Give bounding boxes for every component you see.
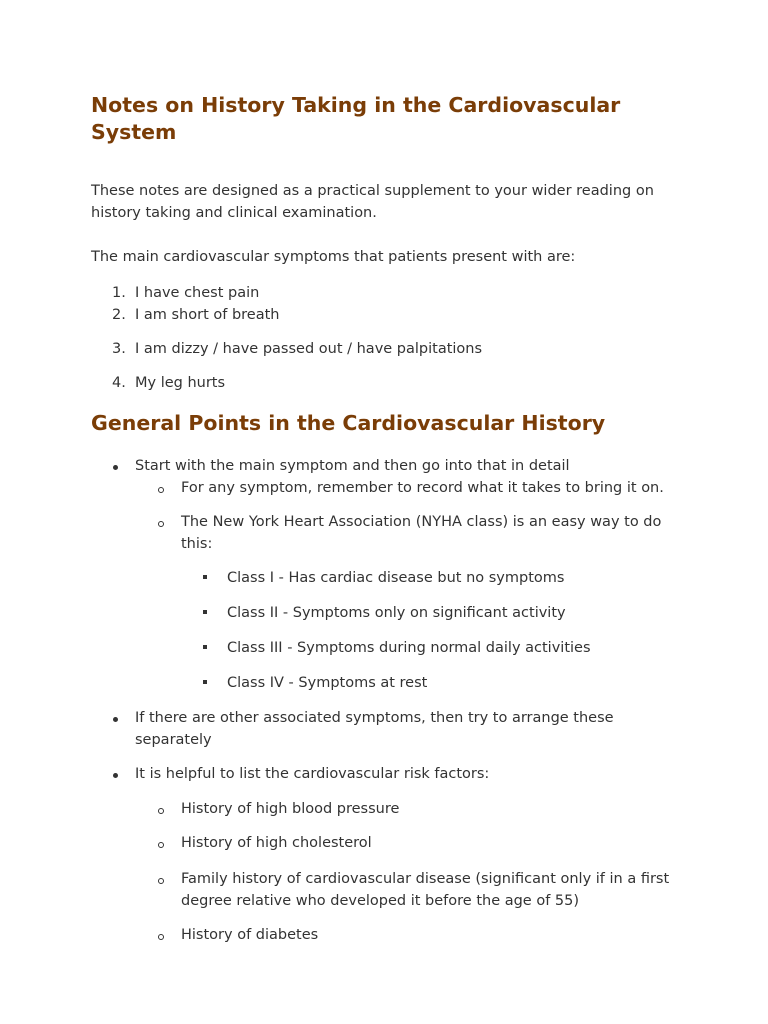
risk-factor-text: History of high blood pressure	[181, 801, 400, 817]
square-bullet-icon	[203, 575, 207, 579]
nyha-class-text: Class II - Symptoms only on significant activity	[227, 605, 566, 621]
circle-bullet-icon	[158, 934, 164, 940]
point-text: The New York Heart Association (NYHA class) is an easy way to do this:	[181, 514, 662, 552]
sub-list	[135, 477, 691, 694]
risk-factor-text: Family history of cardiovascular disease (significant only if in a first degree relative who developed it before the age of 55)	[181, 871, 670, 909]
list-item	[181, 672, 691, 694]
symptom-text: My leg hurts	[135, 375, 226, 391]
risk-factors-list	[135, 798, 691, 946]
list-item	[91, 707, 691, 751]
list-number: 1.	[112, 285, 126, 301]
nyha-class-list	[181, 567, 691, 694]
nyha-class-text: Class III - Symptoms during normal daily activities	[227, 640, 591, 656]
disc-bullet-icon	[113, 465, 118, 470]
list-item	[135, 511, 691, 694]
list-item	[135, 477, 691, 499]
list-item	[135, 798, 691, 820]
symptom-text: I have chest pain	[135, 285, 260, 301]
square-bullet-icon	[203, 680, 207, 684]
point-text: Start with the main symptom and then go into that in detail	[135, 458, 570, 474]
list-item	[181, 567, 691, 589]
symptom-item	[91, 338, 691, 360]
symptom-item	[91, 282, 691, 304]
symptoms-lead-paragraph: The main cardiovascular symptoms that patients present with are:	[91, 249, 576, 265]
circle-bullet-icon	[158, 487, 164, 493]
symptom-item	[91, 304, 691, 326]
symptom-text: I am short of breath	[135, 307, 280, 323]
symptoms-list	[91, 282, 691, 394]
circle-bullet-icon	[158, 878, 164, 884]
symptom-text: I am dizzy / have passed out / have palpitations	[135, 341, 483, 357]
general-points-list	[91, 455, 691, 946]
nyha-class-text: Class I - Has cardiac disease but no symptoms	[227, 570, 565, 586]
list-number: 2.	[112, 307, 126, 323]
point-text: For any symptom, remember to record what it takes to bring it on.	[181, 480, 664, 496]
page-title: Notes on History Taking in the Cardiovascular System	[91, 93, 621, 144]
symptom-item	[91, 372, 691, 394]
list-number: 4.	[112, 375, 126, 391]
nyha-class-text: Class IV - Symptoms at rest	[227, 675, 428, 691]
circle-bullet-icon	[158, 808, 164, 814]
list-item	[135, 924, 691, 946]
point-text: It is helpful to list the cardiovascular risk factors:	[135, 766, 490, 782]
disc-bullet-icon	[113, 773, 118, 778]
circle-bullet-icon	[158, 521, 164, 527]
risk-factor-text: History of high cholesterol	[181, 835, 372, 851]
point-text: If there are other associated symptoms, then try to arrange these separately	[135, 710, 614, 748]
list-item	[181, 602, 691, 624]
square-bullet-icon	[203, 610, 207, 614]
list-item	[181, 637, 691, 659]
list-item	[91, 455, 691, 694]
list-item	[135, 868, 691, 912]
list-item	[135, 832, 691, 854]
disc-bullet-icon	[113, 717, 118, 722]
list-number: 3.	[112, 341, 126, 357]
list-item	[91, 763, 691, 946]
section-heading: General Points in the Cardiovascular History	[91, 411, 606, 435]
intro-paragraph: These notes are designed as a practical supplement to your wider reading on history taking and clinical examination.	[91, 183, 654, 221]
document-page	[91, 92, 691, 946]
risk-factor-text: History of diabetes	[181, 927, 319, 943]
circle-bullet-icon	[158, 842, 164, 848]
square-bullet-icon	[203, 645, 207, 649]
